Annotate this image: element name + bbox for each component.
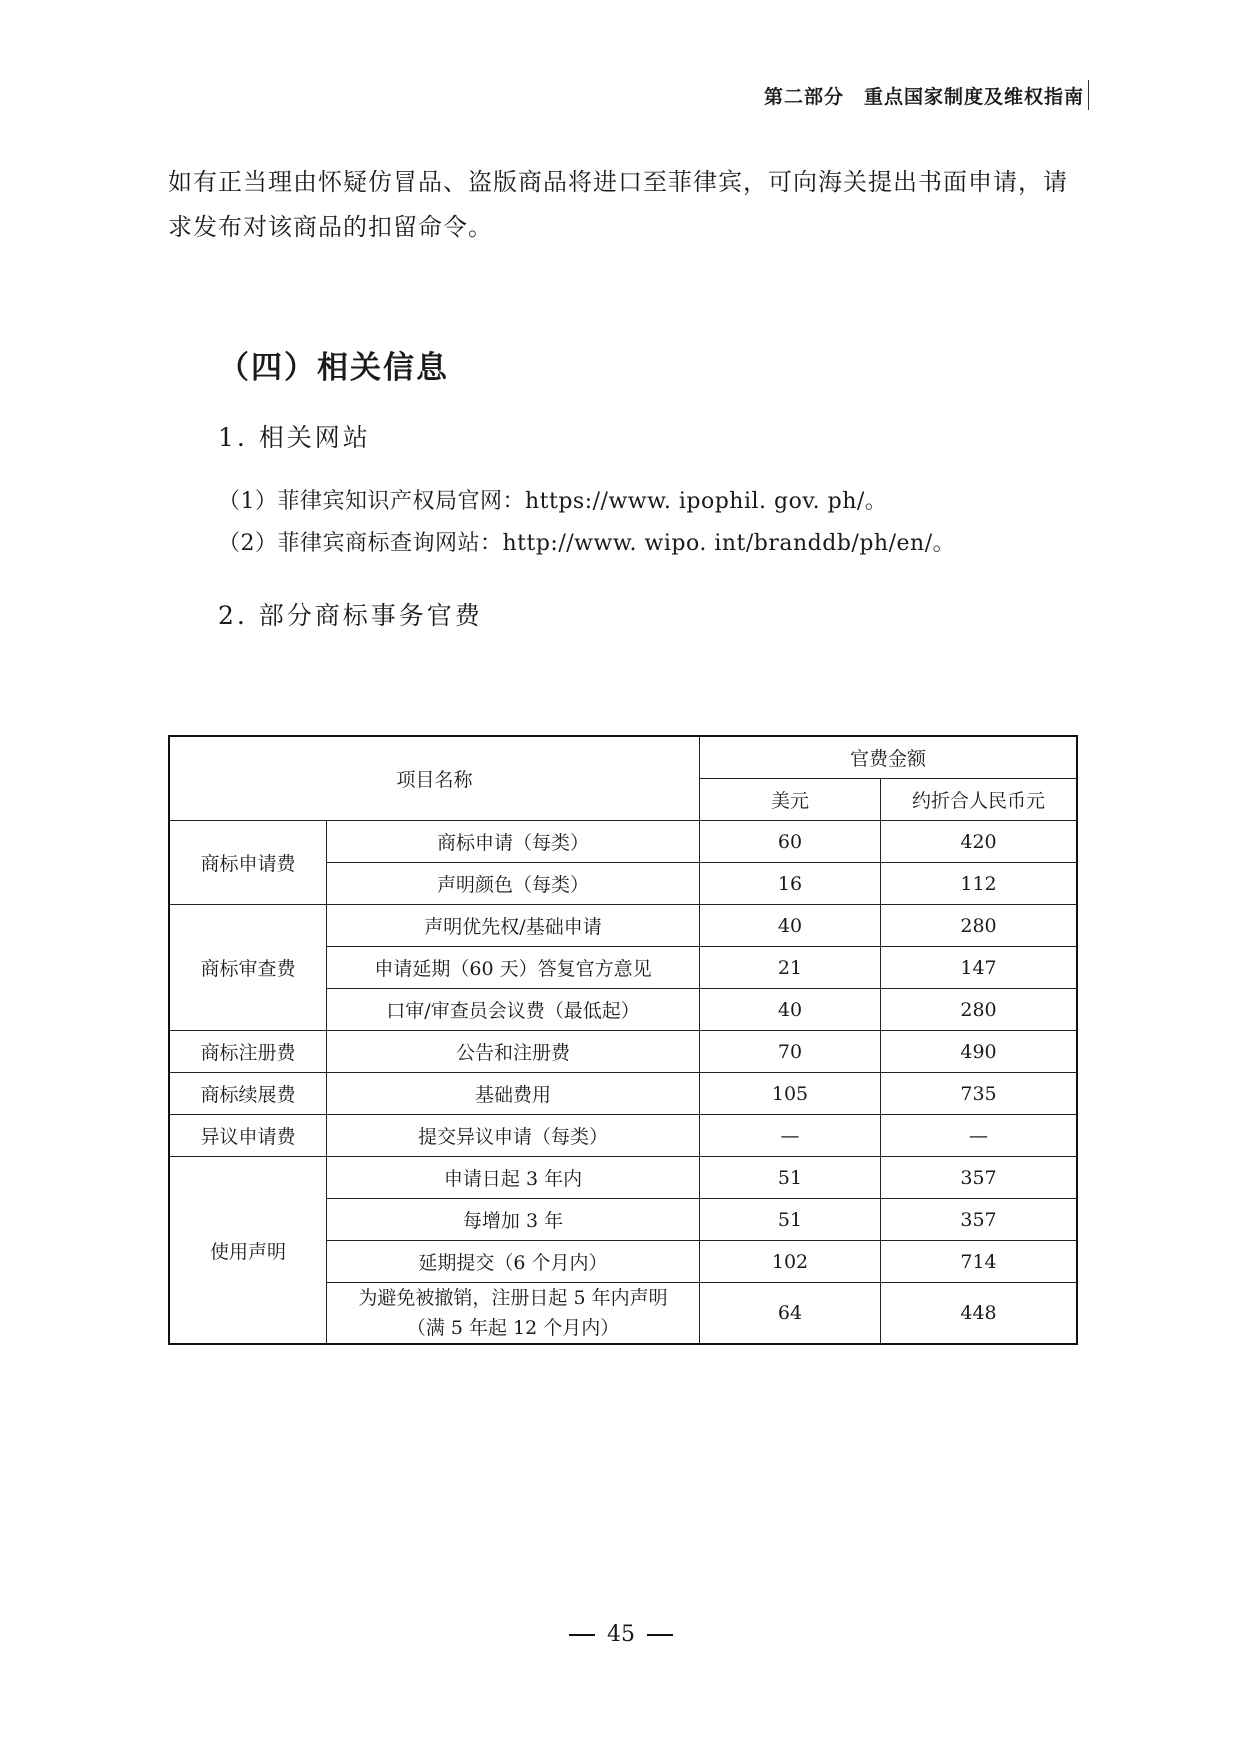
fee-item-text: 每增加 3 年 — [462, 1210, 564, 1232]
fee-rmb: 420 — [881, 821, 1078, 863]
fee-rmb: 490 — [881, 1031, 1078, 1073]
fee-item — [327, 1157, 700, 1199]
fee-item-text: 提交异议申请（每类） — [417, 1126, 608, 1148]
fee-rmb: 112 — [881, 863, 1078, 905]
fee-usd: 21 — [700, 947, 881, 989]
fee-usd: 102 — [700, 1241, 881, 1283]
fee-table — [168, 735, 1078, 1345]
fee-item — [327, 989, 700, 1031]
fee-item — [327, 863, 700, 905]
header-usd: 美元 — [700, 779, 881, 821]
body-paragraph: 如有正当理由怀疑仿冒品、盗版商品将进口至菲律宾，可向海关提出书面申请，请求发布对该商品的扣留命令。 — [168, 168, 1068, 241]
page-number: 45 — [607, 1622, 635, 1647]
running-header: 第二部分 重点国家制度及维权指南 — [763, 86, 1084, 108]
fee-category: 商标续展费 — [169, 1073, 327, 1115]
fee-item — [327, 1115, 700, 1157]
fee-item-text: 声明颜色（每类） — [436, 874, 589, 896]
fee-item-text: 延期提交（6 个月内） — [418, 1252, 608, 1274]
subsection-fees: 2. 部分商标事务官费 — [218, 601, 483, 630]
fee-usd: 16 — [700, 863, 881, 905]
fee-item-text: 公告和注册费 — [455, 1042, 570, 1064]
fee-rmb: 280 — [881, 989, 1078, 1031]
footer-dash-right — [647, 1634, 673, 1636]
fee-item — [327, 1241, 700, 1283]
fee-usd: — — [700, 1115, 881, 1157]
subsection-websites: 1. 相关网站 — [218, 423, 371, 452]
table-row — [169, 1073, 1077, 1115]
fee-item — [327, 905, 700, 947]
fee-item-text: 声明优先权/基础申请 — [424, 916, 602, 938]
page-footer — [0, 1622, 1242, 1647]
fee-usd: 70 — [700, 1031, 881, 1073]
fee-item-text: 为避免被撤销，注册日起 5 年内声明 — [358, 1287, 668, 1309]
fee-usd: 105 — [700, 1073, 881, 1115]
header-rmb: 约折合人民币元 — [881, 779, 1078, 821]
fee-item-text: 申请延期（60 天）答复官方意见 — [374, 958, 652, 980]
table-row — [169, 1115, 1077, 1157]
fee-usd: 64 — [700, 1283, 881, 1345]
fee-category: 商标审查费 — [169, 905, 327, 1031]
fee-rmb: 714 — [881, 1241, 1078, 1283]
fee-item — [327, 1283, 700, 1345]
fee-usd: 40 — [700, 989, 881, 1031]
website-link-wipo: （2）菲律宾商标查询网站：http://www. wipo. int/branddb/ph/en/。 — [218, 531, 956, 556]
section-title: （四）相关信息 — [218, 350, 449, 386]
fee-rmb: 735 — [881, 1073, 1078, 1115]
fee-item — [327, 1031, 700, 1073]
fee-item-text: 口审/审查员会议费（最低起） — [386, 1000, 640, 1022]
fee-rmb: 147 — [881, 947, 1078, 989]
fee-item — [327, 947, 700, 989]
fee-item-text: 基础费用 — [474, 1084, 551, 1106]
fee-rmb: 448 — [881, 1283, 1078, 1345]
table-row — [169, 1157, 1077, 1199]
fee-category: 商标申请费 — [169, 821, 327, 905]
fee-usd: 51 — [700, 1157, 881, 1199]
fee-item-text: 申请日起 3 年内 — [443, 1168, 583, 1190]
fee-rmb: 280 — [881, 905, 1078, 947]
fee-usd: 40 — [700, 905, 881, 947]
footer-dash-left — [569, 1634, 595, 1636]
table-header-row — [169, 736, 1077, 779]
table-row — [169, 821, 1077, 863]
fee-usd: 51 — [700, 1199, 881, 1241]
fee-item-text: 商标申请（每类） — [436, 832, 589, 854]
fee-rmb: — — [881, 1115, 1078, 1157]
website-link-ipophil: （1）菲律宾知识产权局官网：https://www. ipophil. gov. ph/。 — [218, 489, 888, 514]
fee-usd: 60 — [700, 821, 881, 863]
fee-rmb: 357 — [881, 1199, 1078, 1241]
fee-item — [327, 1073, 700, 1115]
header-item-name: 项目名称 — [169, 736, 700, 821]
fee-table-body — [169, 736, 1077, 1344]
header-divider — [1088, 80, 1090, 110]
fee-rmb: 357 — [881, 1157, 1078, 1199]
fee-item-note: （满 5 年起 12 个月内） — [406, 1317, 620, 1339]
table-row — [169, 1031, 1077, 1073]
table-row — [169, 905, 1077, 947]
fee-category: 商标注册费 — [169, 1031, 327, 1073]
fee-item — [327, 821, 700, 863]
fee-category: 使用声明 — [169, 1157, 327, 1345]
fee-item — [327, 1199, 700, 1241]
fee-category: 异议申请费 — [169, 1115, 327, 1157]
header-fee-amount: 官费金额 — [700, 736, 1078, 779]
